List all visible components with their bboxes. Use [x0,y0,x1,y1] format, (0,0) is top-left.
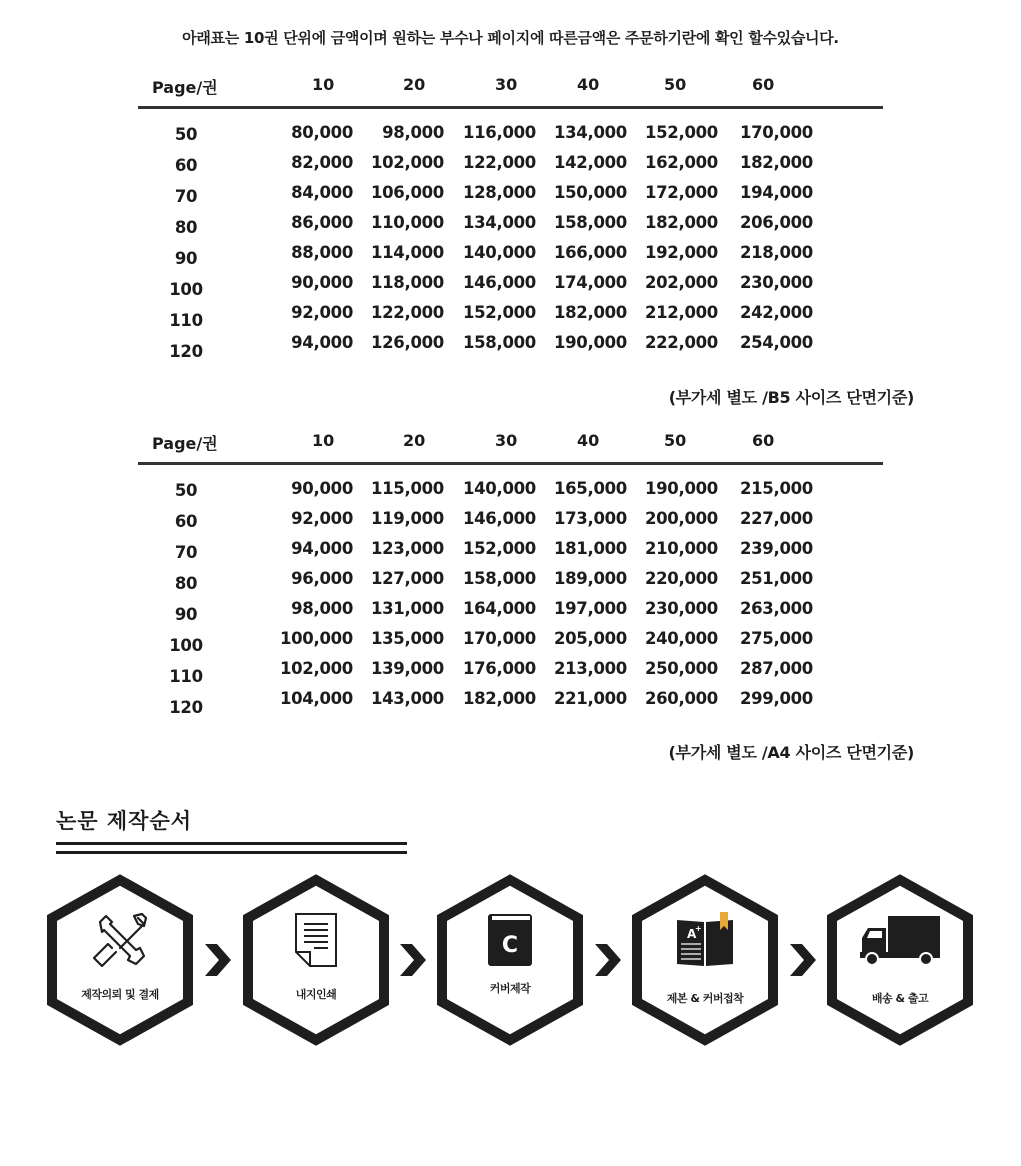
page-count-cell: 120 [169,698,203,717]
price-cell: 98,000 [382,123,444,142]
price-cell: 134,000 [462,213,536,232]
price-cell: 150,000 [553,183,627,202]
price-cell: 287,000 [739,659,813,678]
truck-icon [858,910,942,970]
price-cell: 88,000 [291,243,353,262]
price-cell: 166,000 [553,243,627,262]
price-cell: 170,000 [462,629,536,648]
process-step-delivery [825,860,975,1060]
price-cell: 82,000 [291,153,353,172]
price-cell: 250,000 [644,659,718,678]
page-count-cell: 100 [169,636,203,655]
price-cell: 220,000 [644,569,718,588]
price-cell: 122,000 [462,153,536,172]
price-cell: 172,000 [644,183,718,202]
price-cell: 135,000 [370,629,444,648]
chevron-right-icon [593,942,623,978]
page-count-cell: 90 [174,605,198,624]
price-cell: 100,000 [279,629,353,648]
price-cell: 110,000 [370,213,444,232]
page-count-cell: 110 [169,311,203,330]
price-cell: 162,000 [644,153,718,172]
price-cell: 197,000 [553,599,627,618]
price-cell: 215,000 [739,479,813,498]
header-60: 60 [752,75,775,94]
header-30: 30 [495,431,518,450]
price-cell: 131,000 [370,599,444,618]
price-cell: 299,000 [739,689,813,708]
table-note-a4: (부가세 별도 /A4 사이즈 단면기준) [668,743,914,762]
table-note-b5: (부가세 별도 /B5 사이즈 단면기준) [668,388,914,407]
table-header [138,74,883,109]
price-cell: 263,000 [739,599,813,618]
header-50: 50 [664,75,687,94]
price-cell: 254,000 [739,333,813,352]
process-step-cover [435,860,585,1060]
price-cell: 210,000 [644,539,718,558]
header-50: 50 [664,431,687,450]
process-step-binding [630,860,780,1060]
header-10: 10 [312,431,335,450]
document-icon [286,910,346,970]
price-cell: 116,000 [462,123,536,142]
price-cell: 230,000 [644,599,718,618]
price-cell: 104,000 [279,689,353,708]
header-10: 10 [312,75,335,94]
page-count-cell: 100 [169,280,203,299]
price-cell: 194,000 [739,183,813,202]
price-cell: 152,000 [462,539,536,558]
header-page: Page/권 [152,78,218,97]
page-count-cell: 60 [174,156,198,175]
table-header [138,430,883,465]
price-cell: 173,000 [553,509,627,528]
price-cell: 118,000 [370,273,444,292]
price-table-a4 [138,430,883,717]
header-30: 30 [495,75,518,94]
price-cell: 242,000 [739,303,813,322]
price-cell: 221,000 [553,689,627,708]
price-cell: 192,000 [644,243,718,262]
price-cell: 230,000 [739,273,813,292]
price-cell: 115,000 [370,479,444,498]
price-cell: 182,000 [739,153,813,172]
price-cell: 92,000 [291,303,353,322]
price-cell: 119,000 [370,509,444,528]
price-cell: 240,000 [644,629,718,648]
price-cell: 213,000 [553,659,627,678]
price-cell: 92,000 [291,509,353,528]
price-cell: 222,000 [644,333,718,352]
price-cell: 260,000 [644,689,718,708]
price-cell: 152,000 [462,303,536,322]
tools-icon [90,910,150,970]
price-cell: 152,000 [644,123,718,142]
price-cell: 205,000 [553,629,627,648]
price-table-b5 [138,74,883,361]
header-20: 20 [403,75,426,94]
svg-text:A: A [687,927,697,941]
process-title: 논문 제작순서 [56,809,193,833]
process-steps [0,860,1021,1060]
price-cell: 142,000 [553,153,627,172]
svg-text:+: + [695,924,702,933]
price-cell: 202,000 [644,273,718,292]
header-40: 40 [577,431,600,450]
page-count-cell: 50 [174,481,198,500]
price-cell: 98,000 [291,599,353,618]
book-cover-icon [480,910,540,970]
header-60: 60 [752,431,775,450]
page-count-cell: 60 [174,512,198,531]
price-cell: 102,000 [370,153,444,172]
price-cell: 140,000 [462,479,536,498]
price-cell: 102,000 [279,659,353,678]
price-cell: 189,000 [553,569,627,588]
price-cell: 94,000 [291,333,353,352]
chevron-right-icon [203,942,233,978]
price-cell: 84,000 [291,183,353,202]
price-cell: 170,000 [739,123,813,142]
price-cell: 139,000 [370,659,444,678]
header-page: Page/권 [152,434,218,453]
table-body [138,465,883,717]
price-cell: 127,000 [370,569,444,588]
step-label: 배송 & 출고 [871,992,929,1005]
page-count-cell: 50 [174,125,198,144]
price-cell: 94,000 [291,539,353,558]
price-cell: 181,000 [553,539,627,558]
price-cell: 227,000 [739,509,813,528]
title-underline [56,842,407,860]
price-cell: 182,000 [462,689,536,708]
header-20: 20 [403,431,426,450]
price-cell: 143,000 [370,689,444,708]
price-cell: 182,000 [553,303,627,322]
process-step-order [45,860,195,1060]
price-cell: 134,000 [553,123,627,142]
price-cell: 158,000 [462,569,536,588]
header-40: 40 [577,75,600,94]
chevron-right-icon [788,942,818,978]
price-cell: 218,000 [739,243,813,262]
price-cell: 190,000 [553,333,627,352]
page-count-cell: 90 [174,249,198,268]
step-label: 커버제작 [489,982,531,995]
page-count-cell: 120 [169,342,203,361]
price-cell: 275,000 [739,629,813,648]
price-cell: 86,000 [291,213,353,232]
page-count-cell: 70 [174,187,198,206]
open-book-icon [675,910,735,970]
price-cell: 106,000 [370,183,444,202]
page-count-cell: 70 [174,543,198,562]
price-cell: 164,000 [462,599,536,618]
step-label: 내지인쇄 [295,988,337,1001]
price-cell: 90,000 [291,273,353,292]
price-cell: 251,000 [739,569,813,588]
price-cell: 174,000 [553,273,627,292]
step-label: 제작의뢰 및 결제 [81,988,159,1001]
price-cell: 176,000 [462,659,536,678]
price-cell: 158,000 [553,213,627,232]
table-body [138,109,883,361]
price-cell: 90,000 [291,479,353,498]
price-cell: 212,000 [644,303,718,322]
price-notice: 아래표는 10권 단위에 금액이며 원하는 부수나 페이지에 따른금액은 주문하기란에 확인 할수있습니다. [182,29,839,47]
price-cell: 126,000 [370,333,444,352]
price-cell: 140,000 [462,243,536,262]
page-count-cell: 80 [174,218,198,237]
price-cell: 239,000 [739,539,813,558]
svg-text:C: C [501,933,519,958]
price-cell: 123,000 [370,539,444,558]
price-cell: 128,000 [462,183,536,202]
price-cell: 122,000 [370,303,444,322]
price-cell: 146,000 [462,273,536,292]
step-label: 제본 & 커버접착 [666,992,744,1005]
price-cell: 182,000 [644,213,718,232]
chevron-right-icon [398,942,428,978]
price-cell: 206,000 [739,213,813,232]
price-cell: 158,000 [462,333,536,352]
price-cell: 146,000 [462,509,536,528]
price-cell: 114,000 [370,243,444,262]
price-cell: 200,000 [644,509,718,528]
page-count-cell: 80 [174,574,198,593]
price-cell: 96,000 [291,569,353,588]
page-count-cell: 110 [169,667,203,686]
process-step-printing [241,860,391,1060]
price-cell: 190,000 [644,479,718,498]
price-cell: 165,000 [553,479,627,498]
price-cell: 80,000 [291,123,353,142]
